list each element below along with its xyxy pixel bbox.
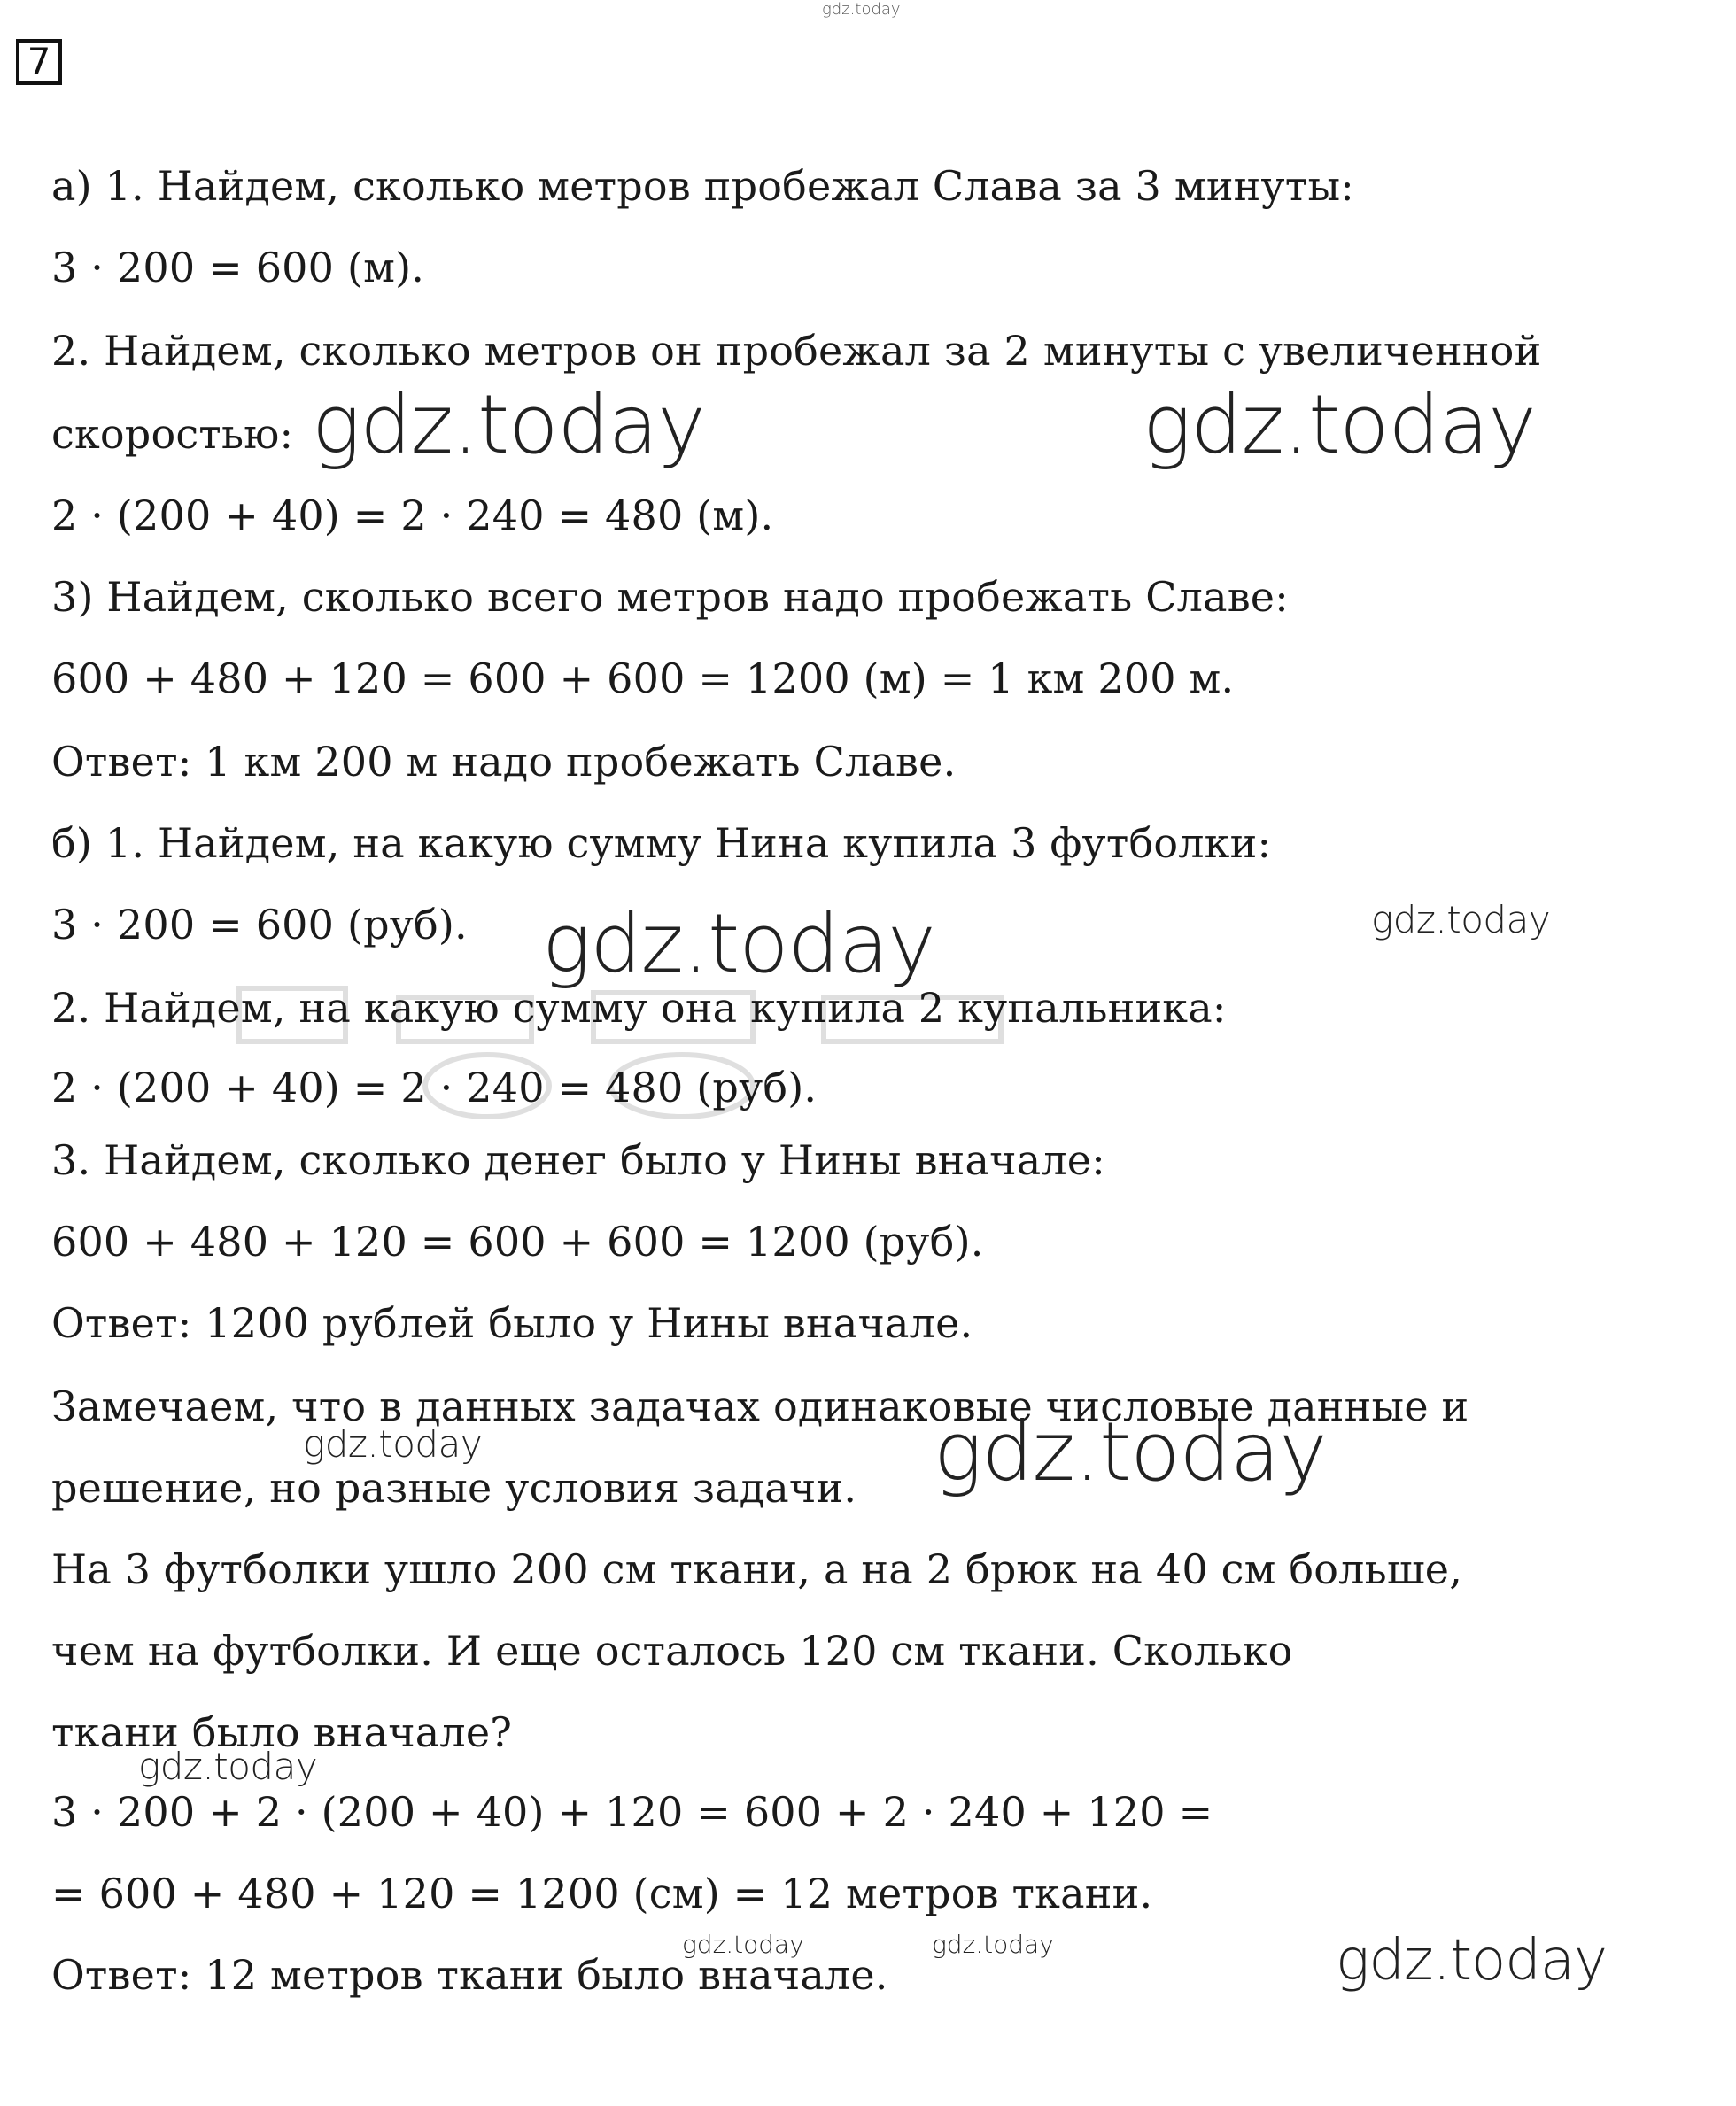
- watermark-9: gdz.today: [932, 1930, 1054, 1959]
- text-line-19: чем на футболки. И еще осталось 120 см ткани. Сколько: [51, 1627, 1293, 1675]
- watermark-6: gdz.today: [934, 1405, 1327, 1499]
- watermark-1: gdz.today: [312, 377, 705, 472]
- watermark-8: gdz.today: [682, 1930, 804, 1959]
- text-line-5: 2 · (200 + 40) = 2 · 240 = 480 (м).: [51, 492, 774, 539]
- text-line-15: Ответ: 1200 рублей было у Нины вначале.: [51, 1299, 973, 1347]
- watermark-top: gdz.today: [822, 0, 901, 19]
- watermark-3: gdz.today: [542, 896, 935, 991]
- text-line-9: б) 1. Найдем, на какую сумму Нина купила 3 футболки:: [51, 819, 1272, 867]
- text-line-6: 3) Найдем, сколько всего метров надо пробежать Славе:: [51, 573, 1289, 621]
- text-line-10: 3 · 200 = 600 (руб).: [51, 901, 468, 948]
- watermark-2: gdz.today: [1143, 377, 1536, 472]
- text-line-11: 2. Найдем, на какую сумму она купила 2 купальника:: [51, 984, 1227, 1032]
- text-line-17: решение, но разные условия задачи.: [51, 1464, 857, 1512]
- text-line-18: На 3 футболки ушло 200 см ткани, а на 2 брюк на 40 см больше,: [51, 1545, 1463, 1593]
- watermark-10: gdz.today: [1336, 1928, 1607, 1994]
- text-line-13: 3. Найдем, сколько денег было у Нины вначале:: [51, 1136, 1105, 1184]
- text-line-2: 3 · 200 = 600 (м).: [51, 244, 425, 291]
- watermark-4: gdz.today: [1371, 898, 1551, 941]
- text-line-8: Ответ: 1 км 200 м надо пробежать Славе.: [51, 738, 957, 786]
- text-line-20: ткани было вначале?: [51, 1708, 513, 1756]
- task-number-box: 7: [16, 39, 62, 85]
- watermark-5: gdz.today: [303, 1422, 483, 1466]
- text-line-3: 2. Найдем, сколько метров он пробежал за 2 минуты с увеличенной: [51, 327, 1542, 375]
- text-line-4: скоростью:: [51, 410, 294, 458]
- text-line-16: Замечаем, что в данных задачах одинаковые числовые данные и: [51, 1382, 1469, 1430]
- text-line-22: = 600 + 480 + 120 = 1200 (см) = 12 метров ткани.: [51, 1870, 1153, 1917]
- text-line-23: Ответ: 12 метров ткани было вначале.: [51, 1951, 888, 1999]
- text-line-1: а) 1. Найдем, сколько метров пробежал Слава за 3 минуты:: [51, 162, 1354, 210]
- text-line-14: 600 + 480 + 120 = 600 + 600 = 1200 (руб).: [51, 1218, 984, 1266]
- text-line-12: 2 · (200 + 40) = 2 · 240 = 480 (руб).: [51, 1064, 818, 1111]
- text-line-21: 3 · 200 + 2 · (200 + 40) + 120 = 600 + 2 · 240 + 120 =: [51, 1788, 1213, 1836]
- watermark-7: gdz.today: [138, 1745, 318, 1788]
- text-line-7: 600 + 480 + 120 = 600 + 600 = 1200 (м) = 1 км 200 м.: [51, 654, 1235, 702]
